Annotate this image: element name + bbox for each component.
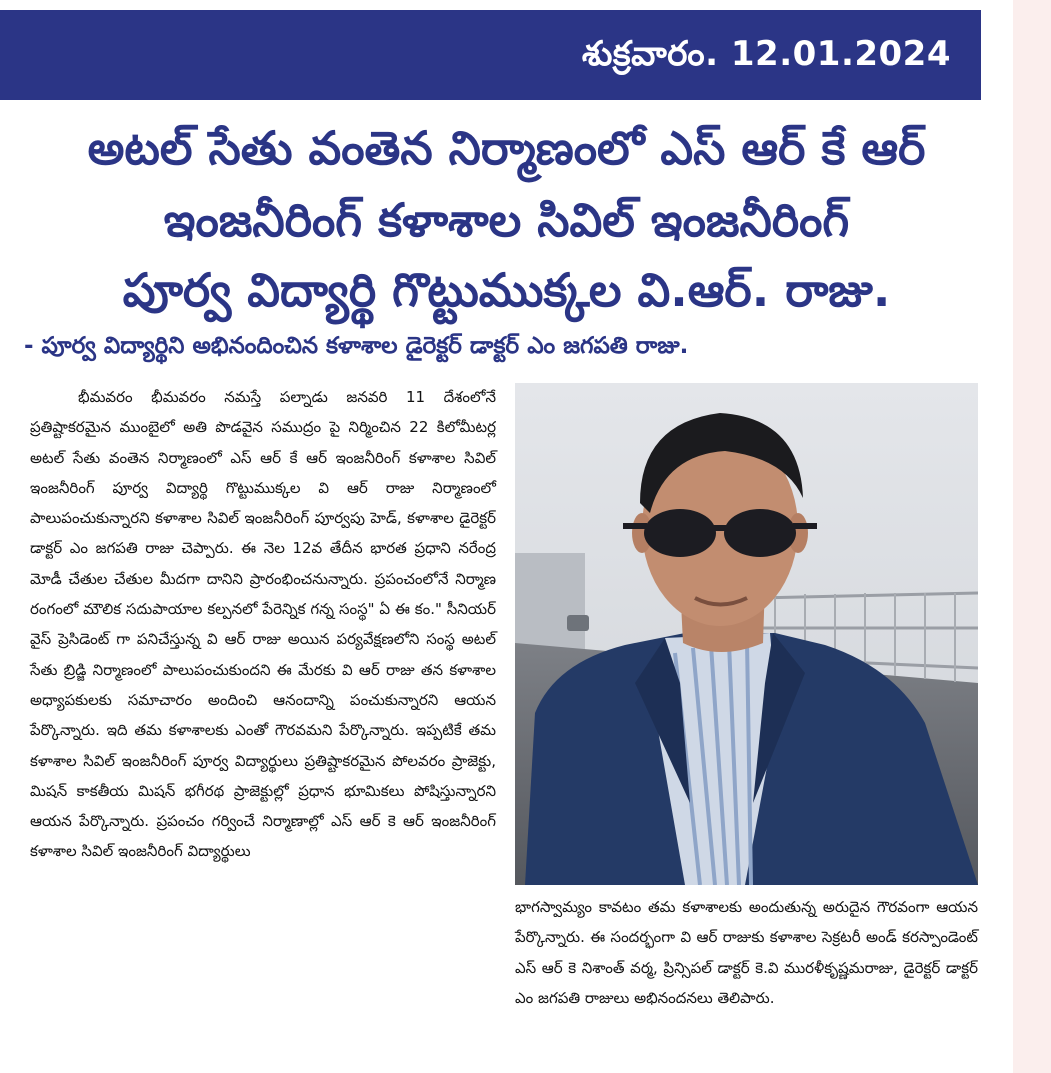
date-banner <box>0 10 981 100</box>
headline-line-1: అటల్ సేతు వంతెన నిర్మాణంలో ఎస్ ఆర్ కే ఆర్ <box>87 121 926 175</box>
portrait-photo <box>515 383 978 885</box>
headline-line-3: పూర్వ విద్యార్థి గొట్టుముక్కల వి.ఆర్. రాజు. <box>122 263 891 317</box>
article-body: భీమవరం భీమవరం నమస్తే పల్నాడు జనవరి 11 దేశంలోనే ప్రతిష్టాకరమైన ముంబైలో అతి పొడవైన సముద్రం పై నిర్మించిన 22 కిలోమీటర్ల అటల్ సేతు వంతెన నిర్మాణంలో ఎస్ ఆర్ కే ఆర్ ఇంజనీరింగ్ కళాశాల సివిల్ ఇంజనీరింగ్ పూర్వ విద్యార్థి గొట్టుముక్కల వి ఆర్ రాజు నిర్మాణంలో పాలుపంచుకున్నారని కళాశాల సివిల్ ఇంజనీరింగ్ పూర్వపు హెడ్, కళాశాల డైరెక్టర్ డాక్టర్ ఎం జగపతి రాజు చెప్పారు. ఈ నెల 12వ తేదీన భారత ప్రధాని నరేంద్ర మోడీ చేతుల చేతుల మీదగా దానిని ప్రారంభించనున్నారు. ప్రపంచంలోనే నిర్మాణ రంగంలో మౌలిక సదుపాయాల కల్పనలో పేరెన్నిక గన్న సంస్థ" ఏ ఈ కం." సీనియర్ వైస్ ప్రెసిడెంట్ గా పనిచేస్తున్న వి ఆర్ రాజు అయిన పర్యవేక్షణలోని సంస్థ అటల్ సేతు బ్రిడ్జి నిర్మాణంలో పాలుపంచుకుందని ఈ మేరకు వి ఆర్ రాజు తన కళాశాల అధ్యాపకులకు సమాచారం అందించి ఆనందాన్ని పంచుకున్నారని ఆయన పేర్కొన్నారు. ఇది తమ కళాశాలకు ఎంతో గౌరవమని పేర్కొన్నారు. ఇప్పటికే తమ కళాశాల సివిల్ ఇంజనీరింగ్ పూర్వ విద్యార్థులు ప్రతిష్టాకరమైన పోలవరం ప్రాజెక్టు, మిషన్ కాకతీయ మిషన్ భగీరథ ప్రాజెక్టుల్లో ప్రధాన భూమికలు పోషిస్తున్నారని ఆయన పేర్కొన్నారు. ప్రపంచం గర్వించే నిర్మాణాల్లో ఎస్ ఆర్ కె ఆర్ ఇంజనీరింగ్ కళాశాల సివిల్ ఇంజనీరింగ్ విద్యార్థులు <box>30 388 496 861</box>
portrait-illustration <box>515 383 978 885</box>
page-margin <box>1013 0 1051 1073</box>
headline-line-2: ఇంజనీరింగ్ కళాశాల సివిల్ ఇంజనీరింగ్ <box>163 193 850 247</box>
article-continuation: భాగస్వామ్యం కావటం తమ కళాశాలకు అందుతున్న అరుదైన గౌరవంగా ఆయన పేర్కొన్నారు. ఈ సందర్భంగా వి ఆర్ రాజుకు కళాశాల సెక్రటరీ అండ్ కరస్పాండెంట్ ఎస్ ఆర్ కె నిశాంత్ వర్మ, ప్రిన్సిపల్ డాక్టర్ కె.వి మురళీకృష్ణమరాజు, డైరెక్టర్ డాక్టర్ ఎం జగపతి రాజులు అభినందనలు తెలిపారు. <box>515 898 978 1007</box>
publication-date: శుక్రవారం. 12.01.2024 <box>581 34 951 74</box>
subheadline: - పూర్వ విద్యార్థిని అభినందించిన కళాశాల డైరెక్టర్ డాక్టర్ ఎం జగపతి రాజు. <box>24 333 689 359</box>
